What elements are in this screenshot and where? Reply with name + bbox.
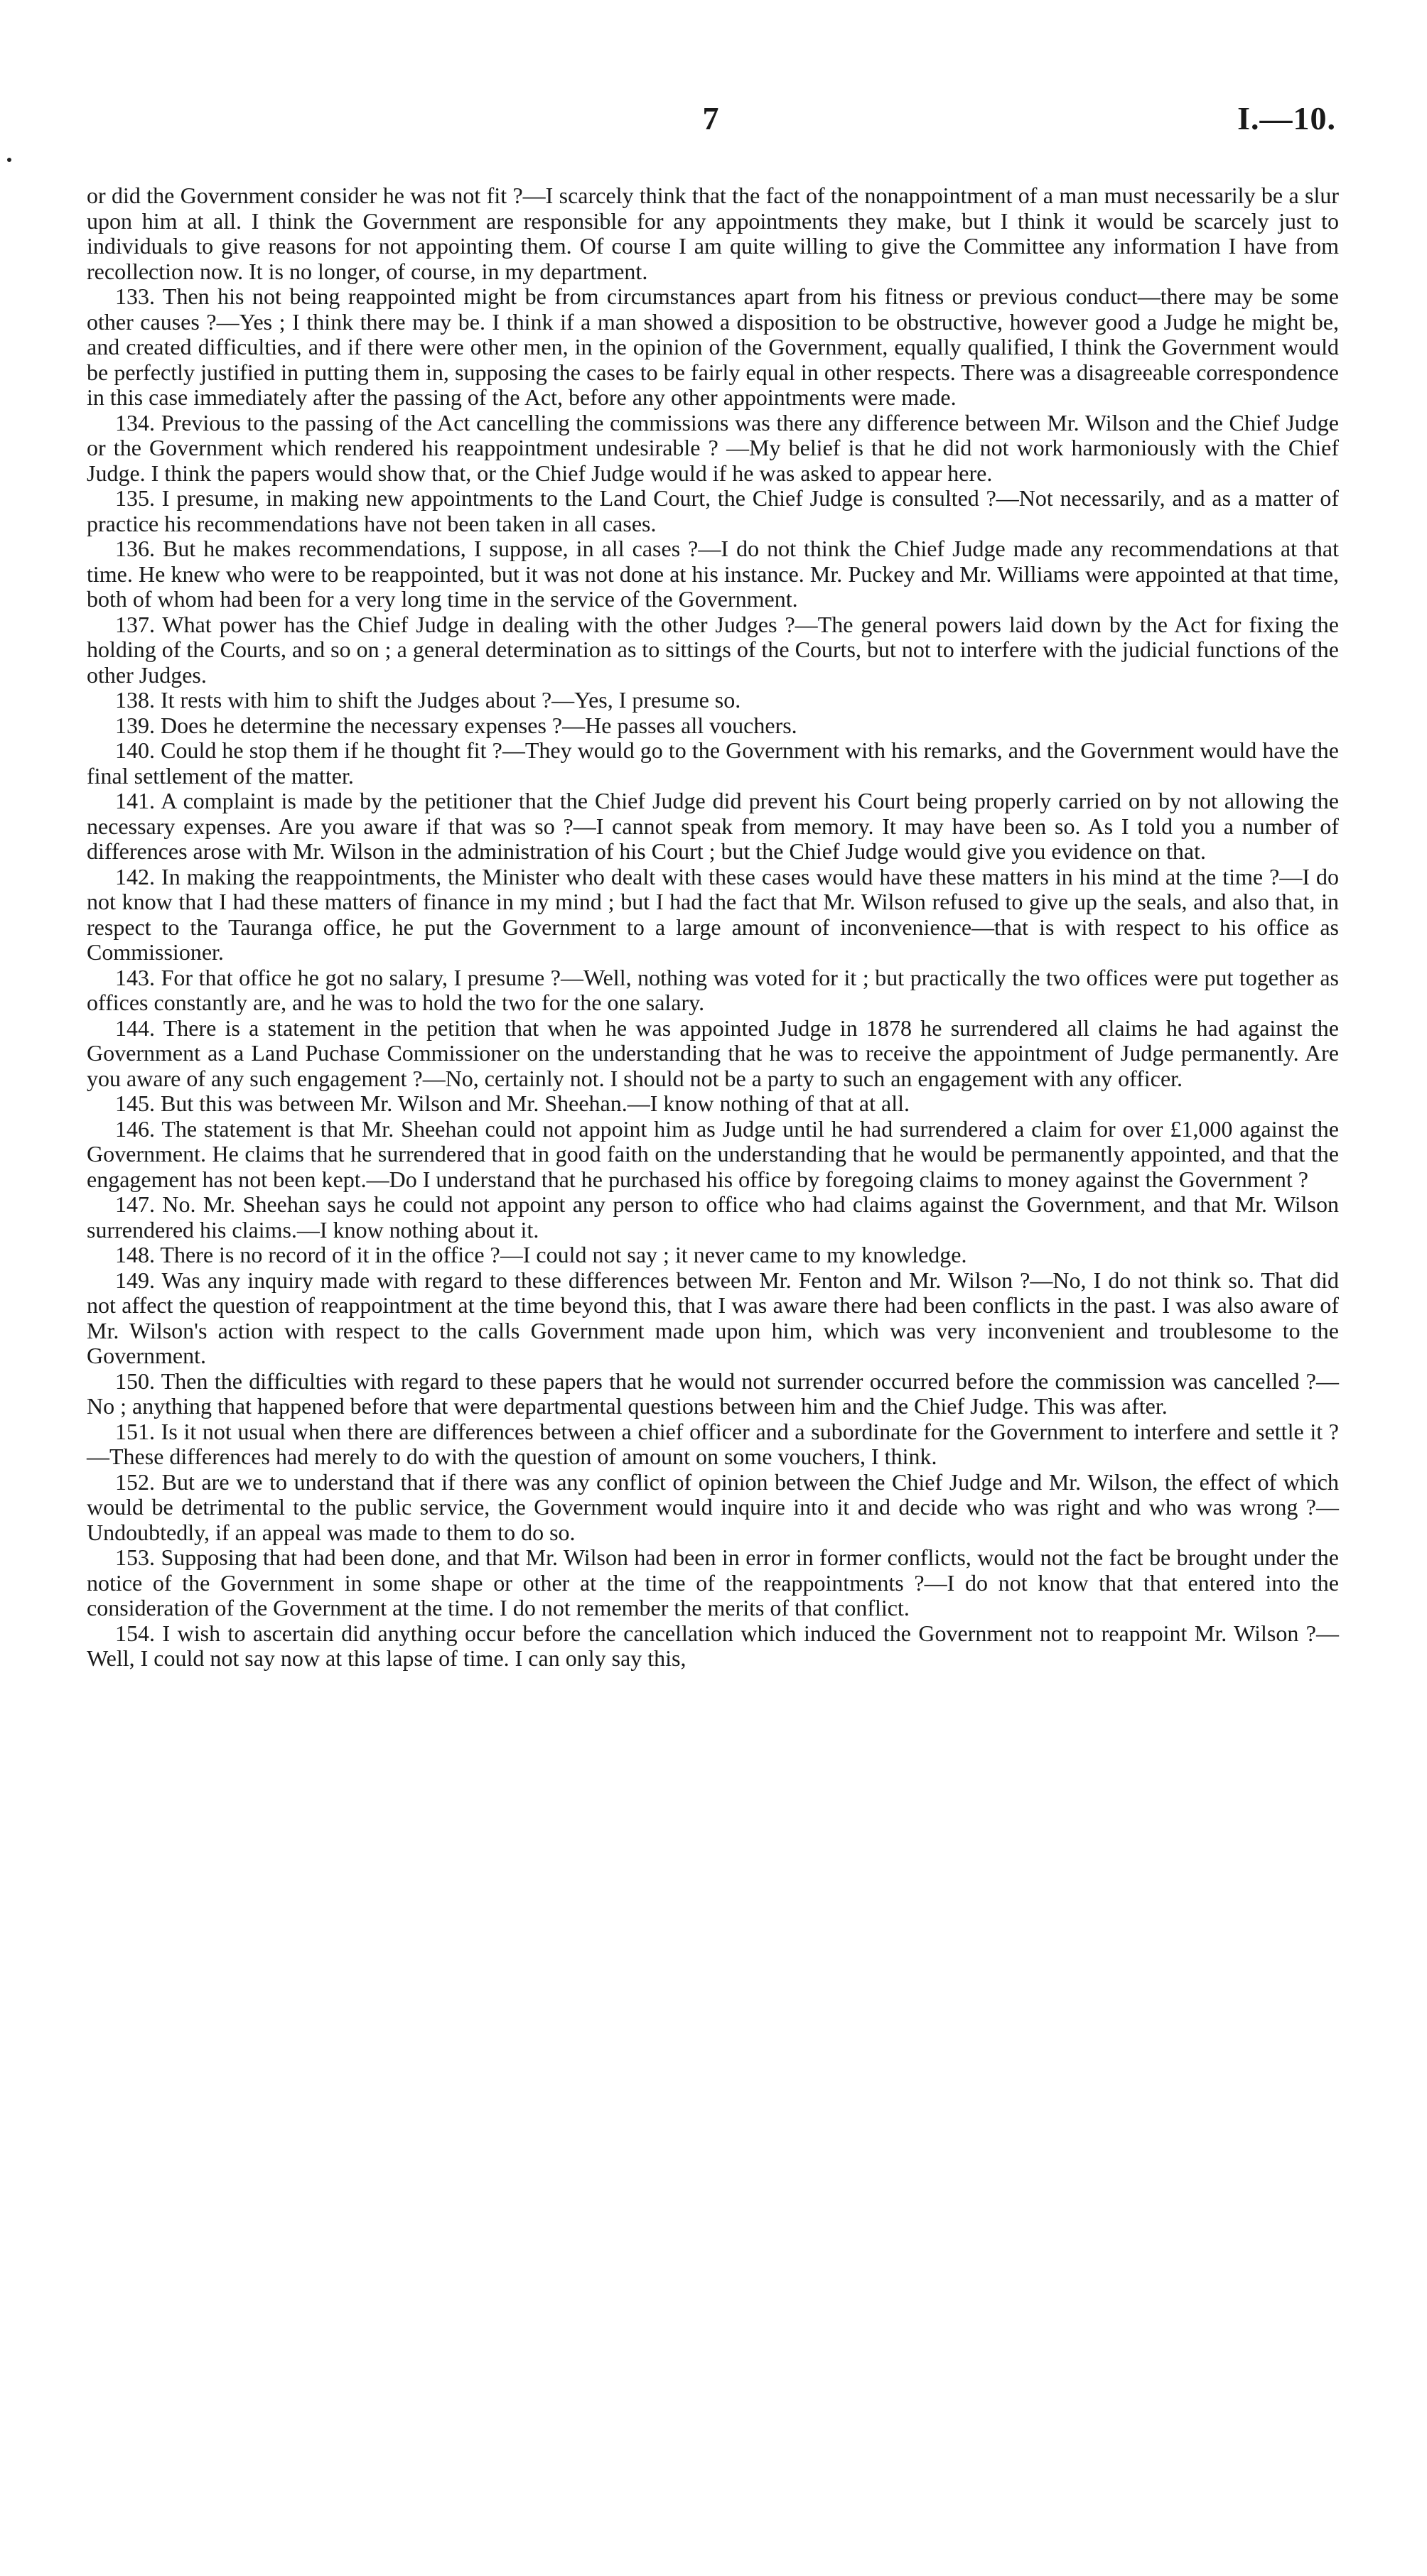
question-150: 150. Then the difficulties with regard to these papers that he would not surrender occurred before the commission was cancelled ?—No ; anything that happened before that were departmental questions between him and the Chief Judge. This was after. — [87, 1368, 1339, 1419]
question-145: 145. But this was between Mr. Wilson and Mr. Sheehan.—I know nothing of that at all. — [115, 1091, 910, 1116]
question-154: 154. I wish to ascertain did anything occur before the cancellation which induced the Government not to reappoint Mr. Wilson ?—Well, I could not say now at this lapse of time. I can only say this, — [87, 1620, 1339, 1671]
question-144: 144. There is a statement in the petition that when he was appointed Judge in 1878 he surrendered all claims he had against the Government as a Land Puchase Commissioner on the understanding that he was to receive the appointment of Judge permanently. Are you aware of any such engagement ?—No, certainly not. I should not be a party to such an engagement with any officer. — [87, 1014, 1339, 1091]
continued-paragraph: or did the Government consider he was not fit ?—I scarcely think that the fact of the nonappointment of a man must necessarily be a slur upon him at all. I think the Government are responsible for any appointments they make, but I think it would be scarcely just to individuals to give reasons for not appointing them. Of course I am quite willing to give the Committee any information I have from recollection now. It is no longer, of course, in my department. — [87, 183, 1339, 284]
question-148: 148. There is no record of it in the office ?—I could not say ; it never came to my knowledge. — [115, 1242, 967, 1267]
question-133: 133. Then his not being reappointed might be from circumstances apart from his fitness or previous conduct—there may be some other causes ?—Yes ; I think there may be. I think if a man showed a disposition to be obstructive, however good a Judge he might be, and created difficulties, and if there were other men, in the opinion of the Government, equally qualified, I think the Government would be perfectly justified in putting them in, supposing the cases to be fairly equal in other respects. There was a disagreeable correspondence in this case immediately after the passing of the Act, before any other appointments were made. — [87, 283, 1339, 410]
question-153: 153. Supposing that had been done, and that Mr. Wilson had been in error in former conflicts, would not the fact be brought under the notice of the Government in some shape or other at the time of the reappointments ?—I do not know that that entered into the consideration of the Government at the time. I do not remember the merits of that conflict. — [87, 1544, 1339, 1620]
question-147: 147. No. Mr. Sheehan says he could not appoint any person to office who had claims against the Government, and that Mr. Wilson surrendered his claims.—I know nothing about it. — [87, 1191, 1339, 1243]
question-142: 142. In making the reappointments, the Minister who dealt with these cases would have these matters in his mind at the time ?—I do not know that I had these matters of finance in my mind ; but I had the fact that Mr. Wilson refused to give up the seals, and also that, in respect to the Tauranga office, he put the Government to a large amount of inconvenience—that is with respect to his office as Commissioner. — [87, 863, 1339, 965]
question-141: 141. A complaint is made by the petitioner that the Chief Judge did prevent his Court being properly carried on by not allowing the necessary expenses. Are you aware if that was so ?—I cannot speak from memory. It may have been so. As I told you a number of differences arose with Mr. Wilson in the administration of his Court ; but the Chief Judge would give you evidence on that. — [87, 788, 1339, 864]
question-143: 143. For that office he got no salary, I presume ?—Well, nothing was voted for it ; but practically the two offices were put together as offices constantly are, and he was to hold the two for the one salary. — [87, 964, 1339, 1015]
question-138: 138. It rests with him to shift the Judges about ?—Yes, I presume so. — [115, 687, 741, 713]
question-139: 139. Does he determine the necessary expenses ?—He passes all vouchers. — [115, 712, 797, 738]
question-146: 146. The statement is that Mr. Sheehan could not appoint him as Judge until he had surrendered a claim for over £1,000 against the Government. He claims that he surrendered that in good faith on the understanding that he would be permanently appointed, and that the engagement has not been kept.—Do I understand that he purchased his office by foregoing claims to money against the Government ? — [87, 1115, 1339, 1192]
document-reference: I.—10. — [1237, 100, 1336, 136]
question-135: 135. I presume, in making new appointments to the Land Court, the Chief Judge is consulted ?—Not necessarily, and as a matter of practice his recommendations have not been taken in all cases. — [87, 485, 1339, 536]
question-137: 137. What power has the Chief Judge in dealing with the other Judges ?—The general powers laid down by the Act for fixing the holding of the Courts, and so on ; a general determination as to sittings of the Courts, but not to interfere with the judicial functions of the other Judges. — [87, 611, 1339, 688]
question-151: 151. Is it not usual when there are differences between a chief officer and a subordinate for the Government to interfere and settle it ?—These differences had merely to do with the question of amount on some vouchers, I think. — [87, 1418, 1339, 1469]
question-149: 149. Was any inquiry made with regard to these differences between Mr. Fenton and Mr. Wilson ?—No, I do not think so. That did not affect the question of reappointment at the time beyond this, that I was aware there had been conflicts in the past. I was also aware of Mr. Wilson's action with respect to the calls Government made upon him, which was very inconvenient and troublesome to the Government. — [87, 1267, 1339, 1368]
question-140: 140. Could he stop them if he thought fit ?—They would go to the Government with his remarks, and the Government would have the final settlement of the matter. — [87, 737, 1339, 789]
question-152: 152. But are we to understand that if there was any conflict of opinion between the Chief Judge and Mr. Wilson, the effect of which would be detrimental to the public service, the Government would inquire into it and decide who was right and who was wrong ?—Undoubtedly, if an appeal was made to them to do so. — [87, 1468, 1339, 1545]
page-header — [85, 99, 1336, 149]
page-number: 7 — [702, 100, 719, 136]
margin-mark — [7, 158, 11, 162]
question-136: 136. But he makes recommendations, I suppose, in all cases ?—I do not think the Chief Judge made any recommendations at that time. He knew who were to be reappointed, but it was not done at his instance. Mr. Puckey and Mr. Williams were appointed at that time, both of whom had been for a very long time in the service of the Government. — [87, 536, 1339, 612]
question-134: 134. Previous to the passing of the Act cancelling the commissions was there any difference between Mr. Wilson and the Chief Judge or the Government which rendered his reappointment undesirable ? —My belief is that he did not work harmoniously with the Chief Judge. I think the papers would show that, or the Chief Judge would if he was asked to appear here. — [87, 409, 1339, 486]
evidence-text — [87, 183, 1339, 1672]
